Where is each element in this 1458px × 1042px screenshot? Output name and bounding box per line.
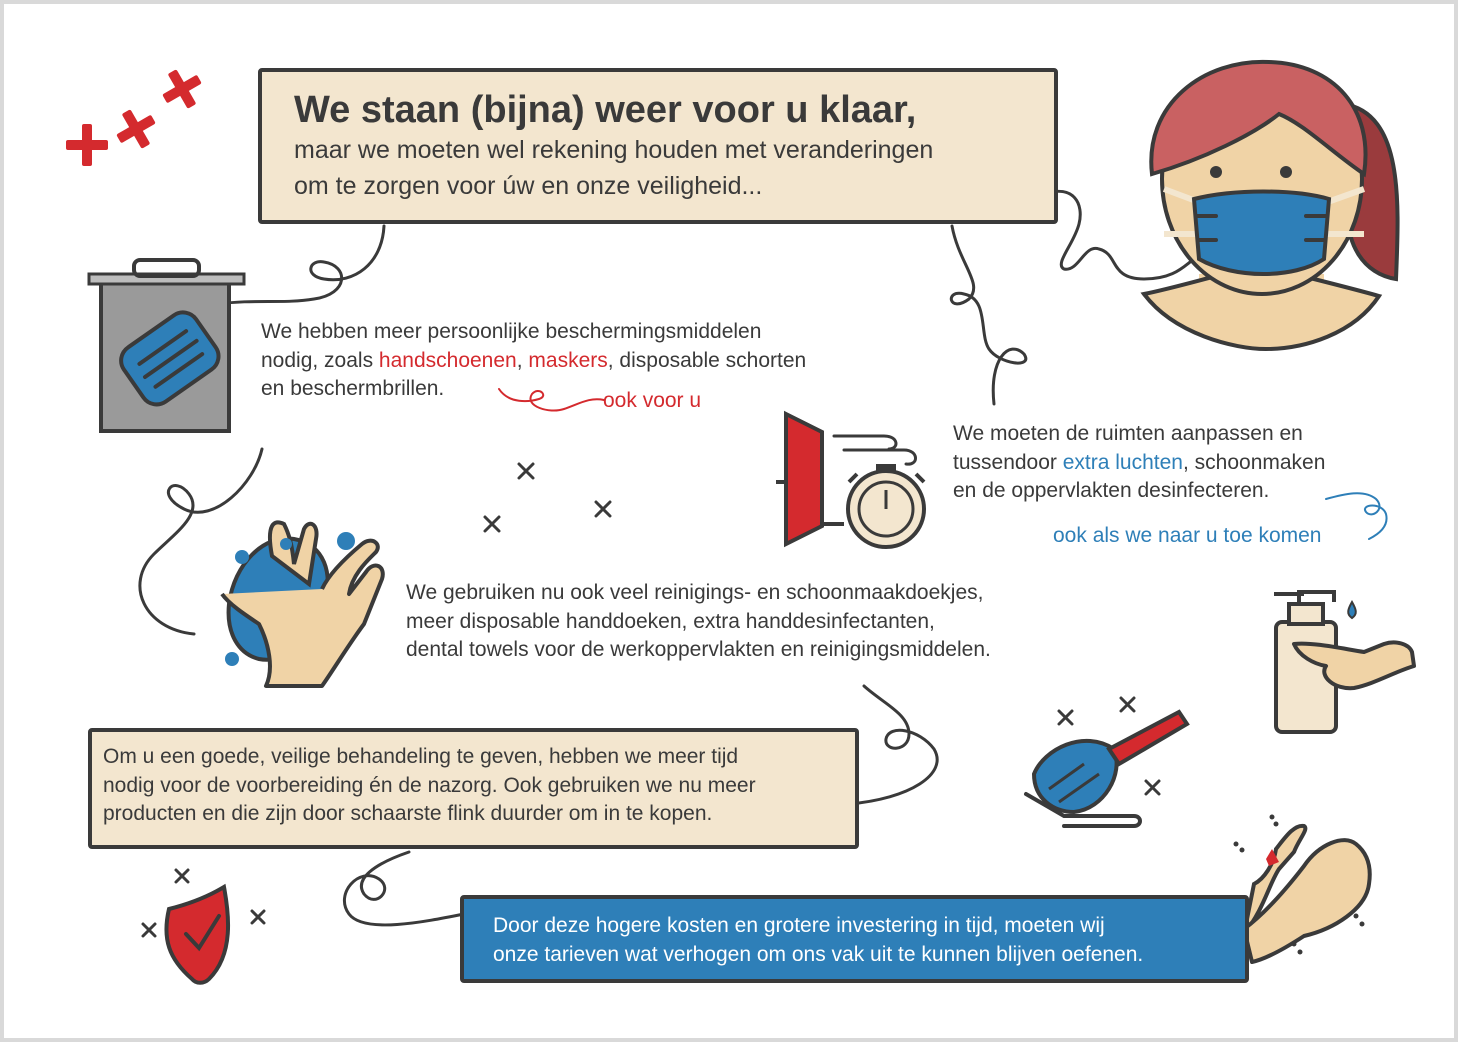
red-crosses-icon <box>66 62 209 166</box>
ventilation-text <box>953 420 1325 506</box>
cleaning-text <box>406 579 991 665</box>
time-line-3: producten en die zijn door schaarste flink duurder om in te kopen. <box>103 802 713 825</box>
cleaning-line-2: meer disposable handdoeken, extra handdesinfectanten, <box>406 609 935 633</box>
door-timer-icon <box>776 414 924 547</box>
page-subtitle-1: maar we moeten wel rekening houden met veranderingen <box>294 136 934 164</box>
protection-line-2: nodig, zoals handschoenen, maskers, disposable schorten <box>261 348 807 372</box>
time-text <box>103 743 756 829</box>
protection-note: ook voor u <box>603 389 702 412</box>
cleaning-line-1: We gebruiken nu ook veel reinigings- en schoonmaakdoekjes, <box>406 581 984 604</box>
sanitizer-dispenser-icon <box>1274 592 1414 732</box>
prices-line-1: Door deze hogere kosten en grotere investering in tijd, moeten wij <box>493 914 1105 937</box>
page-subtitle-2: om te zorgen voor úw en onze veiligheid... <box>294 172 763 200</box>
protection-line-1: We hebben meer persoonlijke beschermingsmiddelen <box>261 320 762 343</box>
prices-line-2: onze tarieven wat verhogen om ons vak uit te kunnen blijven oefenen. <box>493 942 1144 966</box>
woman-mask-icon <box>1144 62 1398 349</box>
header-text <box>294 88 933 204</box>
mop-icon <box>1026 712 1187 826</box>
time-line-2: nodig voor de voorbereiding én de nazorg. Ook gebruiken we nu meer <box>103 773 756 797</box>
flyer-page <box>4 4 1454 1038</box>
protection-line-3: en beschermbrillen. <box>261 377 445 400</box>
cleaning-line-3: dental towels voor de werkoppervlakten en reinigingsmiddelen. <box>406 638 991 661</box>
page-title: We staan (bijna) weer voor u klaar, <box>294 89 917 131</box>
time-line-1: Om u een goede, veilige behandeling te geven, hebben we meer tijd <box>103 745 739 768</box>
sparkle-icon <box>143 464 1159 936</box>
shield-check-icon <box>166 887 228 983</box>
ventilation-note: ook als we naar u toe komen <box>1053 524 1322 547</box>
ventilation-line-2: tussendoor extra luchten, schoonmaken <box>953 450 1326 474</box>
protection-text <box>261 318 806 404</box>
mask-bin-icon <box>89 260 244 431</box>
handwash-icon <box>222 522 383 686</box>
ventilation-line-3: en de oppervlakten desinfecteren. <box>953 479 1270 502</box>
ventilation-line-1: We moeten de ruimten aanpassen en <box>953 422 1303 445</box>
prices-text <box>493 912 1143 969</box>
hand-injury-icon <box>1234 815 1370 963</box>
